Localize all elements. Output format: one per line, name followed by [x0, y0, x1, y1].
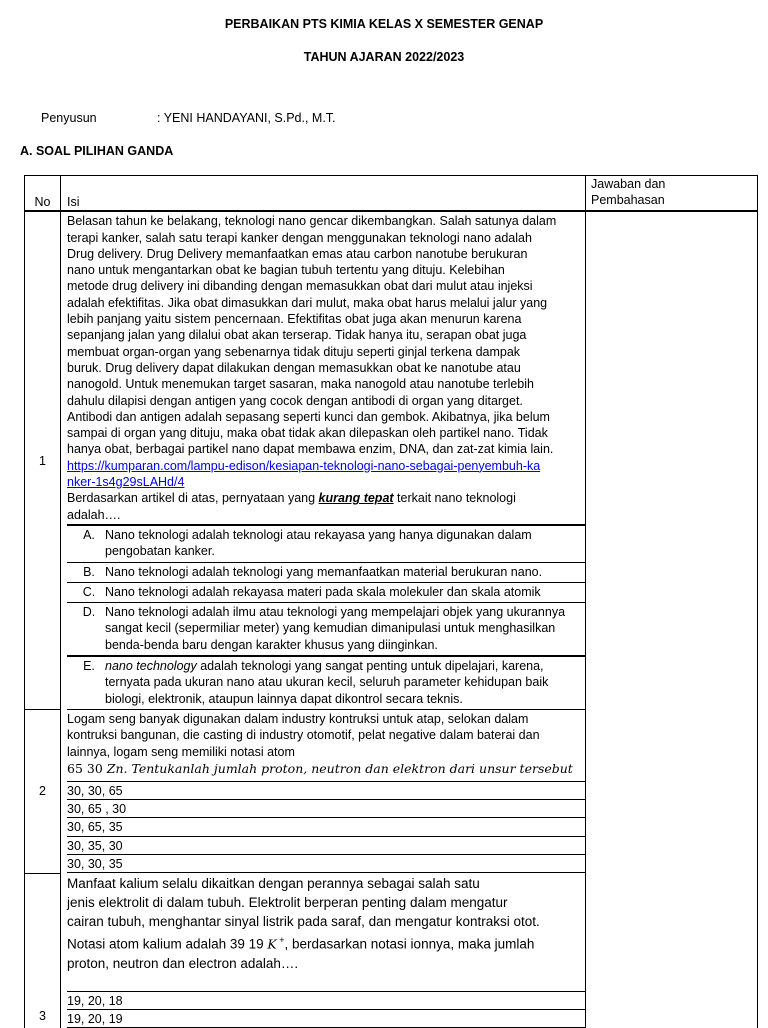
option-2d[interactable]: 30, 35, 30	[67, 836, 585, 854]
header-answer-line-1: Jawaban dan	[591, 177, 666, 191]
option-2e[interactable]: 30, 30, 35	[67, 854, 585, 873]
question-1-prompt-end: adalah….	[67, 507, 121, 522]
source-link-line-2[interactable]: nker-1s4g29sLAHd/4	[67, 475, 185, 490]
q1-line: metode drug delivery ini dibanding dengan memasukkan obat dari mulut atau injeksi	[67, 279, 533, 294]
header-answer-line-2: Pembahasan	[591, 193, 665, 208]
q3-line: Manfaat kalium selalu dikaitkan dengan perannya sebagai salah satu	[67, 876, 480, 892]
q3-line: cairan tubuh, menghantar sinyal listrik pada saraf, dan mengatur kontraksi otot.	[67, 914, 540, 930]
author-value: : YENI HANDAYANI, S.Pd., M.T.	[157, 111, 336, 125]
q1-line: adalah efektifitas. Jika obat dimasukkan dari mulut, maka obat harus melalui jalur yang	[67, 295, 548, 310]
academic-year: TAHUN AJARAN 2022/2023	[303, 50, 465, 64]
emphasis-kurang-tepat: kurang tepat	[318, 491, 394, 506]
q3-line: jenis elektrolit di dalam tubuh. Elektrolit berperan penting dalam mengatur	[67, 895, 508, 911]
question-2-passage	[67, 710, 585, 760]
option-3a[interactable]: 19, 20, 18	[67, 991, 585, 1009]
q1-line: hanya obat, berbagai partikel nano dapat membawa enzim, DNA, dan zat-zat kimia lain.	[67, 442, 554, 457]
question-number-3: 3	[25, 873, 61, 1028]
q1-line: Antibodi dan antigen adalah sepasang seperti kunci dan gembok. Akibatnya, jika belum	[67, 409, 550, 424]
q1-line: membuat organ-organ yang sebenarnya tidak dituju seperti ginjal terkena dampak	[67, 344, 521, 359]
q2-line: lainnya, logam seng memiliki notasi atom	[67, 744, 295, 759]
answer-cell-3	[586, 873, 758, 1028]
option-1e[interactable]: E. nano technology adalah teknologi yang sangat penting untuk dipelajari, karena, ternyata pada ukuran nano atau ukuran kecil, seluruh parameter kehidupan baik biologi, elektronik, ataupun lainnya dapat dikontrol secara teknis.	[67, 655, 585, 710]
q1-line: Drug delivery. Drug Delivery memanfaatkan emas atau carbon nanotube berukuran	[67, 246, 528, 261]
option-1b[interactable]: B. Nano teknologi adalah teknologi yang memanfaatkan material berukuran nano.	[67, 562, 585, 582]
option-2b[interactable]: 30, 65 , 30	[67, 799, 585, 817]
q2-line: Logam seng banyak digunakan dalam industry kontruksi untuk atap, selokan dalam	[67, 711, 529, 726]
q1-line: terapi kanker, salah satu terapi kanker dengan menggunakan teknologi nano adalah	[67, 230, 532, 245]
answer-cell-1	[586, 211, 758, 710]
q1-line: lebih panjang yaitu sistem pencernaan. Efektifitas obat juga akan menurun karena	[67, 312, 522, 327]
q1-line: nano untuk mengantarkan obat ke bagian tubuh tertentu yang dituju. Kelebihan	[67, 263, 505, 278]
option-3b[interactable]: 19, 20, 19	[67, 1009, 585, 1028]
q1-line: sepanjang jalan yang dilalui obat akan terserap. Tidak hanya itu, serapan obat juga	[67, 328, 527, 343]
header-isi: Isi	[61, 176, 586, 212]
q1-line: Belasan tahun ke belakang, teknologi nano gencar dikembangkan. Salah satunya dalam	[67, 214, 557, 229]
question-1-prompt: Berdasarkan artikel di atas, pernyataan yang kurang tepat terkait nano teknologi	[67, 491, 516, 506]
question-3-passage	[67, 873, 585, 931]
option-1a[interactable]: A. Nano teknologi adalah teknologi atau rekayasa yang hanya digunakan dalam pengobatan kanker.	[67, 524, 585, 562]
option-2a[interactable]: 30, 30, 65	[67, 781, 585, 799]
option-2c[interactable]: 30, 65, 35	[67, 817, 585, 835]
question-3-last-line: proton, neutron dan electron adalah….	[67, 955, 299, 971]
q1-line: sampai di organ yang dituju, maka obat tidak akan dilepaskan oleh partikel nano. Tidak	[67, 426, 548, 441]
question-1-content	[61, 211, 586, 710]
question-2-notation: 65 30 Zn. Tentukanlah jumlah proton, neutron dan elektron dari unsur tersebut	[67, 760, 573, 776]
question-3-notation: Notasi atom kalium adalah 39 19 K +, berdasarkan notasi ionnya, maka jumlah	[67, 935, 535, 952]
question-number-2: 2	[25, 710, 61, 873]
document-title: PERBAIKAN PTS KIMIA KELAS X SEMESTER GENAP	[224, 17, 544, 31]
question-table	[24, 175, 758, 1028]
section-heading: A. SOAL PILIHAN GANDA	[20, 144, 174, 158]
q1-line: nanogold. Untuk menemukan target sasaran, maka nanogold atau nanotube terlebih	[67, 377, 534, 392]
option-1d[interactable]: D. Nano teknologi adalah ilmu atau teknologi yang mempelajari objek yang ukurannya sangat kecil (sepermiliar meter) yang kemudian dimanipulasi untuk menghasilkan benda-benda baru dengan karakter khusus yang diinginkan.	[67, 602, 585, 655]
question-1-passage	[67, 213, 585, 457]
header-no: No	[25, 176, 61, 212]
answer-cell-2	[586, 710, 758, 873]
author-label: Penyusun	[41, 111, 97, 125]
q1-line: buruk. Drug delivery dapat dilakukan dengan memasukkan obat ke nanotube atau	[67, 360, 521, 375]
q1-line: dahulu dilapisi dengan antigen yang cocok dengan antibodi di organ yang ditarget.	[67, 393, 523, 408]
q2-line: kontruksi bangunan, die casting di industry otomotif, pelat negative dalam baterai dan	[67, 728, 540, 743]
question-3-content	[61, 873, 586, 1028]
question-number-1: 1	[25, 211, 61, 710]
header-answer	[586, 176, 758, 212]
source-link-line-1[interactable]: https://kumparan.com/lampu-edison/kesiapan-teknologi-nano-sebagai-penyembuh-ka	[67, 458, 541, 473]
question-2-content	[61, 710, 586, 873]
option-1c[interactable]: C. Nano teknologi adalah rekayasa materi pada skala molekuler dan skala atomik	[67, 582, 585, 602]
